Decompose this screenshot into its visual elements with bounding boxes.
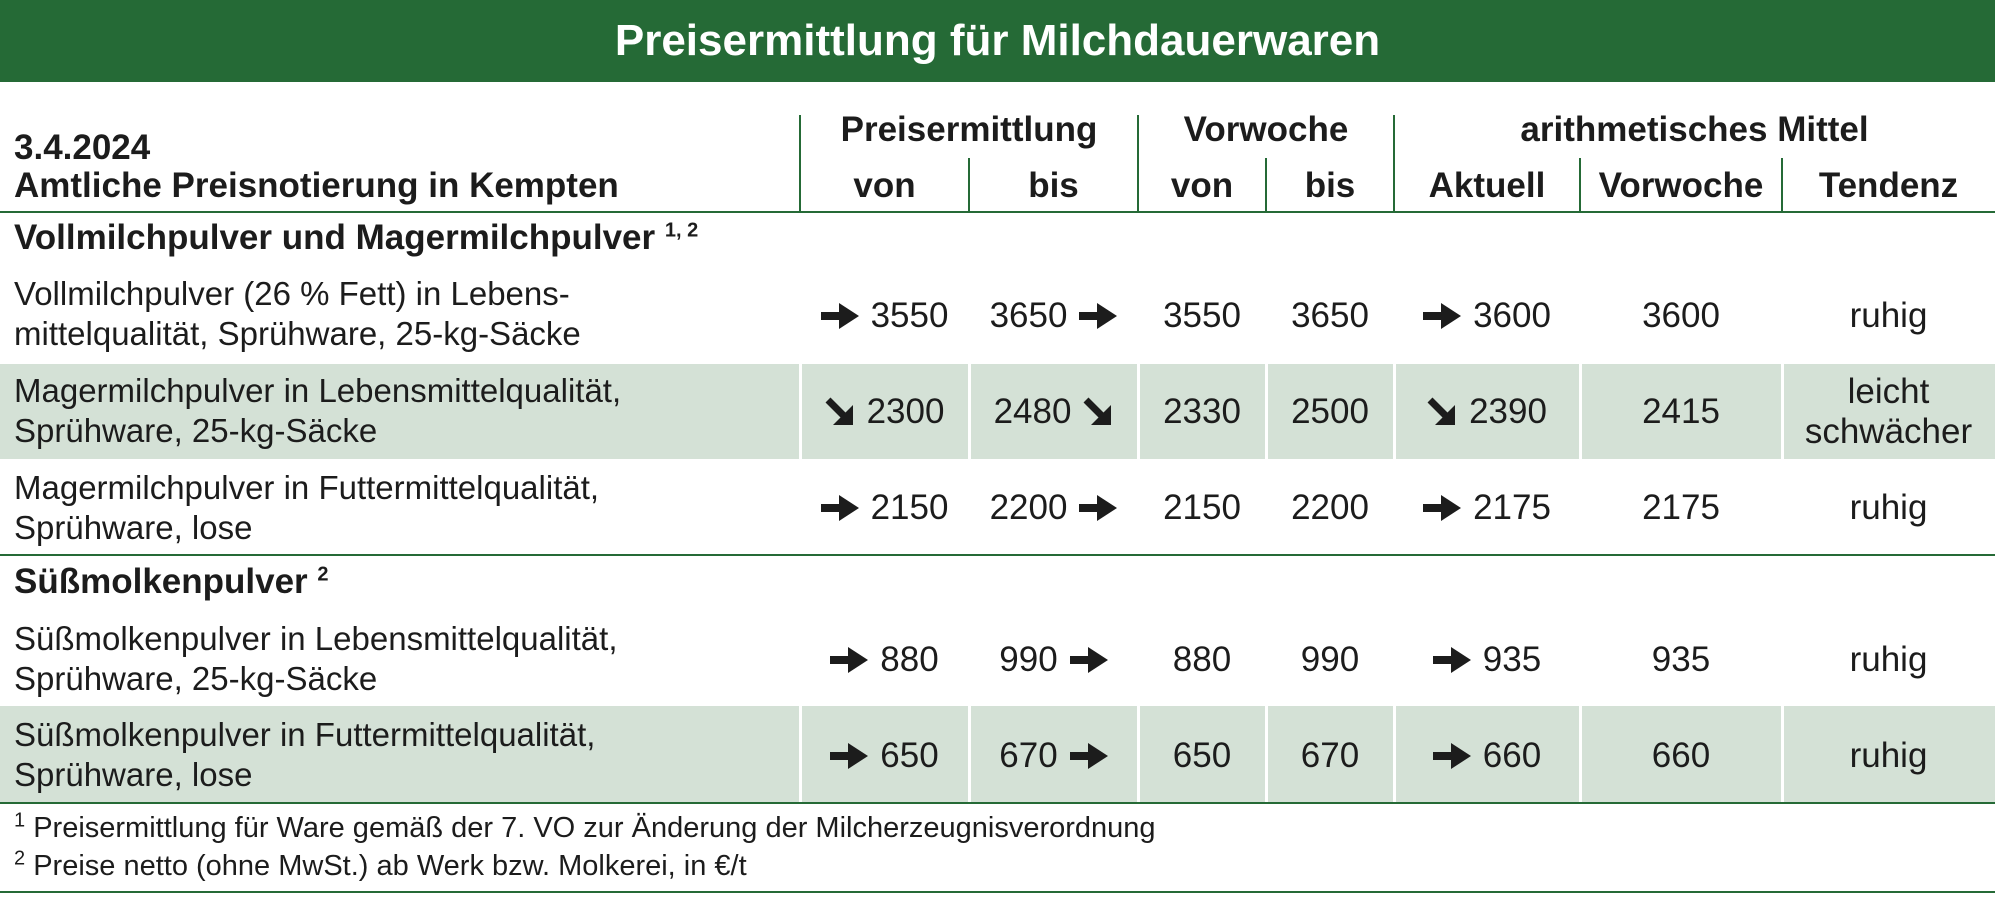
header-divider [1265, 158, 1267, 211]
cell-vorwoche-bis: 3650 [1291, 296, 1369, 335]
arrow-right-icon [1433, 647, 1471, 673]
section-rule [0, 554, 1995, 556]
arrow-right-icon [1079, 495, 1117, 521]
header-divider [1781, 158, 1783, 211]
cell-tendenz: ruhig [1849, 488, 1928, 527]
arrow-right-icon [830, 743, 868, 769]
column-header-vorwoche-bis: bis [1304, 166, 1356, 205]
cell-vorwoche-bis: 990 [1300, 640, 1360, 679]
cell-aktuell: 2175 [1394, 488, 1580, 528]
column-header-tendenz: Tendenz [1818, 166, 1959, 205]
group-header-vorwoche: Vorwoche [1183, 110, 1349, 149]
table-bottom-rule [0, 802, 1995, 804]
cell-vorwoche-bis: 670 [1300, 736, 1360, 775]
cell-aktuell: 935 [1394, 640, 1580, 680]
row-label-line2: Sprühware, lose [14, 509, 253, 546]
header-date: 3.4.2024 [14, 128, 151, 167]
arrow-down-right-icon [825, 397, 855, 427]
column-header-mittel-vorwoche: Vorwoche [1598, 166, 1764, 205]
group-header-arithmetisches-mittel: arithmetisches Mittel [1520, 110, 1869, 149]
cell-vorwoche-von: 2330 [1163, 392, 1241, 431]
arrow-down-right-icon [1427, 397, 1457, 427]
arrow-right-icon [821, 495, 859, 521]
cell-bis: 3650 [969, 296, 1138, 336]
header-divider [1579, 158, 1581, 211]
cell-vorwoche-von: 880 [1172, 640, 1232, 679]
row-label-line1: Magermilchpulver in Lebensmittelqualität, [14, 372, 622, 409]
header-divider [968, 158, 970, 211]
cell-mittel-vorwoche: 2415 [1642, 392, 1720, 431]
cell-tendenz-line1: leicht [1847, 372, 1930, 411]
arrow-right-icon [1433, 743, 1471, 769]
cell-vorwoche-von: 650 [1172, 736, 1232, 775]
header-divider [799, 115, 801, 211]
row-label-line2: Sprühware, 25-kg-Säcke [14, 412, 378, 449]
cell-von: 650 [800, 736, 969, 776]
footnote-2: $^2$ Preise netto (ohne MwSt.) ab Werk bzw. Molkerei, in €/t [14, 847, 747, 882]
arrow-right-icon [1070, 743, 1108, 769]
cell-aktuell: 3600 [1394, 296, 1580, 336]
footnote-1: $^1$ Preisermittlung für Ware gemäß der 7. VO zur Änderung der Milcherzeugnisverordnung [14, 809, 1156, 844]
column-header-aktuell: Aktuell [1428, 166, 1546, 205]
row-label-line1: Magermilchpulver in Futtermittelqualität, [14, 469, 600, 506]
row-label-line1: Süßmolkenpulver in Lebensmittelqualität, [14, 620, 618, 657]
cell-vorwoche-bis: 2200 [1291, 488, 1369, 527]
column-header-vorwoche-von: von [1170, 166, 1234, 205]
cell-mittel-vorwoche: 660 [1651, 736, 1711, 775]
header-rule [0, 211, 1995, 213]
column-header-bis: bis [1028, 166, 1079, 205]
arrow-right-icon [1423, 303, 1461, 329]
cell-vorwoche-von: 3550 [1163, 296, 1241, 335]
cell-vorwoche-von: 2150 [1163, 488, 1241, 527]
arrow-right-icon [1079, 303, 1117, 329]
arrow-right-icon [821, 303, 859, 329]
header-divider [1393, 115, 1395, 211]
header-subtitle: Amtliche Preisnotierung in Kempten [14, 166, 619, 205]
cell-tendenz-line2: schwächer [1804, 412, 1973, 451]
cell-aktuell: 2390 [1394, 392, 1580, 432]
cell-mittel-vorwoche: 2175 [1642, 488, 1720, 527]
section-title-milchpulver: Vollmilchpulver und Magermilchpulver $^{1, 2}$ [14, 218, 699, 257]
arrow-down-right-icon [1083, 397, 1113, 427]
cell-mittel-vorwoche: 935 [1651, 640, 1711, 679]
arrow-right-icon [1423, 495, 1461, 521]
row-label-line1: Süßmolkenpulver in Futtermittelqualität, [14, 716, 596, 753]
arrow-right-icon [830, 647, 868, 673]
row-label-line1: Vollmilchpulver (26 % Fett) in Lebens- [14, 275, 570, 312]
cell-bis: 2480 [969, 392, 1138, 432]
row-label-line2: Sprühware, lose [14, 756, 253, 793]
cell-vorwoche-bis: 2500 [1291, 392, 1369, 431]
row-label-line2: Sprühware, 25-kg-Säcke [14, 660, 378, 697]
cell-tendenz: ruhig [1849, 736, 1928, 775]
cell-von: 2300 [800, 392, 969, 432]
footnote-bottom-rule [0, 891, 1995, 893]
cell-tendenz: ruhig [1849, 296, 1928, 335]
cell-aktuell: 660 [1394, 736, 1580, 776]
section-title-suessmolkenpulver: Süßmolkenpulver $^2$ [14, 562, 329, 601]
cell-bis: 670 [969, 736, 1138, 776]
arrow-right-icon [1070, 647, 1108, 673]
cell-von: 880 [800, 640, 969, 680]
cell-von: 3550 [800, 296, 969, 336]
group-header-preisermittlung: Preisermittlung [840, 110, 1098, 149]
page-title: Preisermittlung für Milchdauerwaren [614, 16, 1381, 65]
cell-bis: 2200 [969, 488, 1138, 528]
column-header-von: von [853, 166, 916, 205]
cell-mittel-vorwoche: 3600 [1642, 296, 1720, 335]
cell-von: 2150 [800, 488, 969, 528]
row-label-line2: mittelqualität, Sprühware, 25-kg-Säcke [14, 315, 581, 352]
cell-tendenz: ruhig [1849, 640, 1928, 679]
cell-bis: 990 [969, 640, 1138, 680]
header-divider [1137, 115, 1139, 211]
